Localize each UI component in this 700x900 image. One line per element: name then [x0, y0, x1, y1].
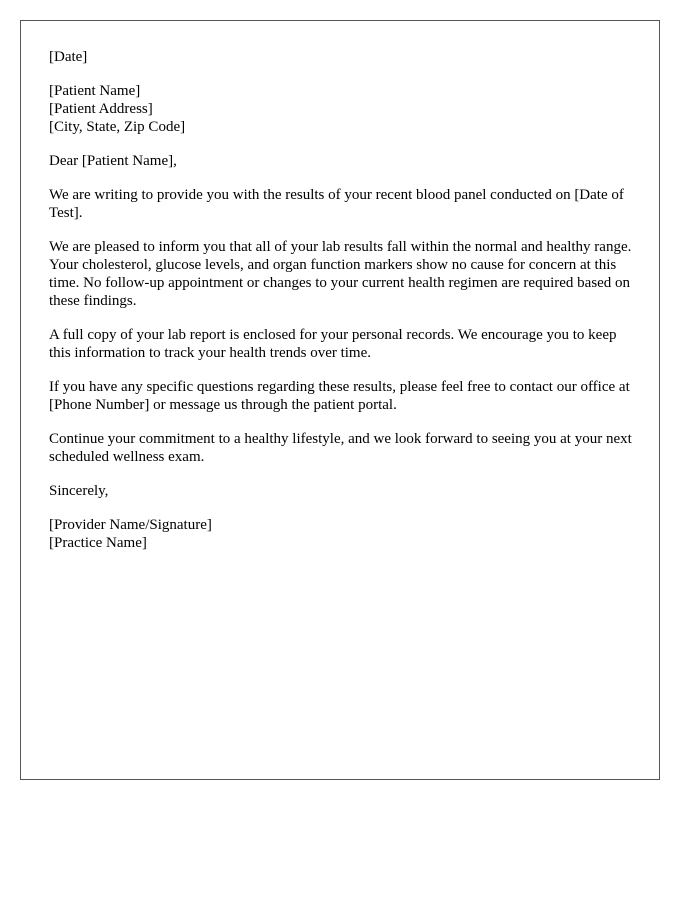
- paragraph-report: A full copy of your lab report is enclosed for your personal records. We encourage you to keep this information to track your health trends over time.: [49, 327, 617, 361]
- paragraph-closing-note: Continue your commitment to a healthy lifestyle, and we look forward to seeing you at your next scheduled wellness exam.: [49, 431, 632, 465]
- provider-signature: [Provider Name/Signature]: [49, 517, 212, 533]
- letter-date: [Date]: [49, 49, 88, 65]
- practice-name: [Practice Name]: [49, 535, 147, 551]
- closing: Sincerely,: [49, 483, 109, 499]
- paragraph-contact: If you have any specific questions regarding these results, please feel free to contact our office at [Phone Number] or message us through the patient portal.: [49, 379, 630, 413]
- paragraph-results: We are pleased to inform you that all of your lab results fall within the normal and healthy range. Your cholesterol, glucose levels, and organ function markers show no cause for concern at this time. No follow-up appointment or changes to your current health regimen are required based on these findings.: [49, 239, 632, 309]
- letter-body: [49, 48, 639, 568]
- patient-name: [Patient Name]: [49, 83, 141, 99]
- patient-city-state-zip: [City, State, Zip Code]: [49, 119, 186, 135]
- recipient-address: [49, 82, 639, 136]
- patient-address: [Patient Address]: [49, 101, 153, 117]
- salutation: Dear [Patient Name],: [49, 153, 177, 169]
- paragraph-intro: We are writing to provide you with the results of your recent blood panel conducted on [Date of Test].: [49, 187, 624, 221]
- signature-block: [49, 516, 639, 552]
- letter-page: [20, 20, 660, 780]
